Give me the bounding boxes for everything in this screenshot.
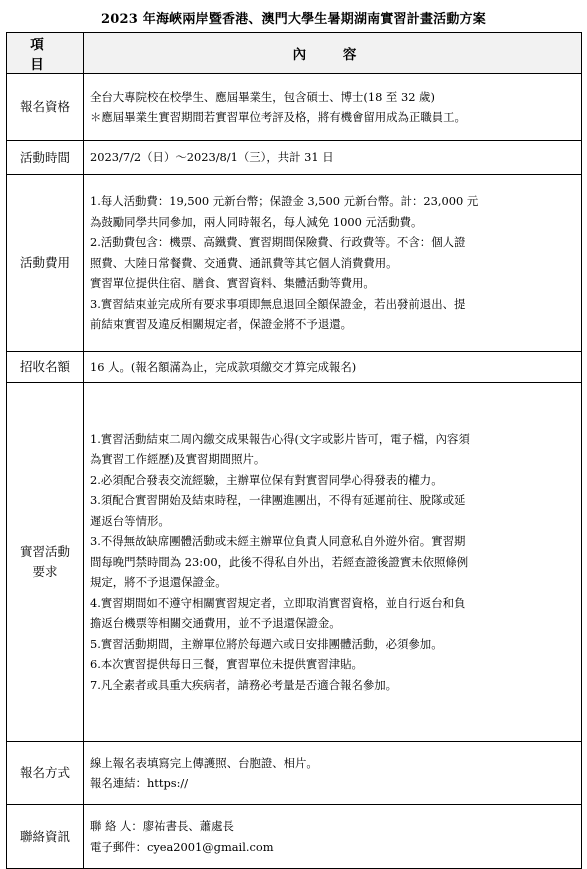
content-line: 實習單位提供住宿、膳食、實習資料、集體活動等費用。	[90, 276, 375, 291]
row-label: 招收名額	[7, 352, 84, 383]
content-line: 遲返台等情形。	[90, 513, 170, 528]
row-content: 16 人。(報名額滿為止，完成款項繳交才算完成報名)	[84, 352, 582, 383]
content-line: 1.每人活動費：19,500 元新台幣；保證金 3,500 元新台幣。計：23,000 元	[90, 194, 479, 209]
content-line: 3.不得無故缺席團體活動或未經主辦單位負責人同意私自外遊外宿。實習期	[90, 534, 466, 549]
row-label-line: 要求	[32, 564, 58, 579]
row-label: 報名方式	[7, 742, 84, 805]
row-label: 報名資格	[7, 74, 84, 141]
content-line: 3.須配合實習開始及結束時程，一律團進團出，不得有延遲前往、脫隊或延	[90, 493, 466, 508]
content-line: 線上報名表填寫完上傳護照、台胞證、相片。	[90, 755, 318, 770]
content-line: 為鼓勵同學共同參加，兩人同時報名，每人減免 1000 元活動費。	[90, 214, 423, 229]
content-line: 規定，將不予退還保證金。	[90, 575, 227, 590]
header-item: 項 目	[7, 33, 84, 74]
content-line: ＊應屆畢業生實習期間若實習單位考評及格，將有機會留用成為正職員工。	[90, 110, 466, 124]
row-content	[84, 74, 582, 141]
table-row-qualification	[7, 74, 582, 141]
content-line: 照費、大陸日常餐費、交通費、通訊費等其它個人消費費用。	[90, 255, 398, 270]
contact-email[interactable]: 電子郵件：cyea2001@gmail.com	[90, 839, 274, 854]
plan-table	[6, 32, 582, 869]
header-content: 內 容	[84, 33, 582, 74]
content-line: 7.凡全素者或具重大疾病者，請務必考量是否適合報名參加。	[90, 677, 398, 692]
row-label: 活動時間	[7, 141, 84, 175]
row-content	[84, 742, 582, 805]
content-line: 全台大專院校在校學生、應屆畢業生，包含碩士、博士(18 至 32 歲)	[90, 89, 435, 104]
row-content	[84, 805, 582, 869]
content-line: 為實習工作經歷)及實習期間照片。	[90, 452, 266, 467]
registration-link[interactable]: 報名連結：https://	[90, 776, 189, 790]
row-content: 2023/7/2（日）～2023/8/1（三），共計 31 日	[84, 141, 582, 175]
content-line: 3.實習結束並完成所有要求事項即無息退回全額保證金，若出發前退出、提	[90, 296, 466, 311]
table-row-apply	[7, 742, 582, 805]
content-line: 間每晚門禁時間為 23:00，此後不得私自外出，若經查證後證實未依照條例	[90, 554, 469, 569]
content-line: 前結束實習及違反相關規定者，保證金將不予退還。	[90, 317, 352, 332]
content-line: 1.實習活動結束二周內繳交成果報告心得(文字或影片皆可，電子檔，內容須	[90, 431, 470, 446]
content-line: 擔返台機票等相關交通費用，並不予退還保證金。	[90, 616, 341, 631]
content-line: 5.實習活動期間，主辦單位將於每週六或日安排團體活動，必須參加。	[90, 636, 443, 651]
row-content	[84, 383, 582, 742]
content-line: 6.本次實習提供每日三餐，實習單位未提供實習津貼。	[90, 657, 363, 672]
contact-person: 聯 絡 人：廖祐書長、蕭處長	[90, 819, 234, 833]
table-row-requirements	[7, 383, 582, 742]
row-label: 聯絡資訊	[7, 805, 84, 869]
table-row-period	[7, 141, 582, 175]
row-label	[7, 383, 84, 742]
row-content	[84, 175, 582, 352]
table-header-row	[7, 33, 582, 74]
content-line: 2.必須配合發表交流經驗，主辦單位保有對實習同學心得發表的權力。	[90, 472, 443, 487]
document-title: 2023 年海峽兩岸暨香港、澳門大學生暑期湖南實習計畫活動方案	[101, 12, 486, 27]
table-row-quota	[7, 352, 582, 383]
row-label: 活動費用	[7, 175, 84, 352]
content-line: 2.活動費包含：機票、高鐵費、實習期間保險費、行政費等。不含：個人證	[90, 235, 466, 250]
row-label-line: 實習活動	[19, 544, 70, 559]
table-row-contact	[7, 805, 582, 869]
content-line: 4.實習期間如不遵守相關實習規定者，立即取消實習資格，並自行返台和負	[90, 595, 466, 610]
table-row-fee	[7, 175, 582, 352]
